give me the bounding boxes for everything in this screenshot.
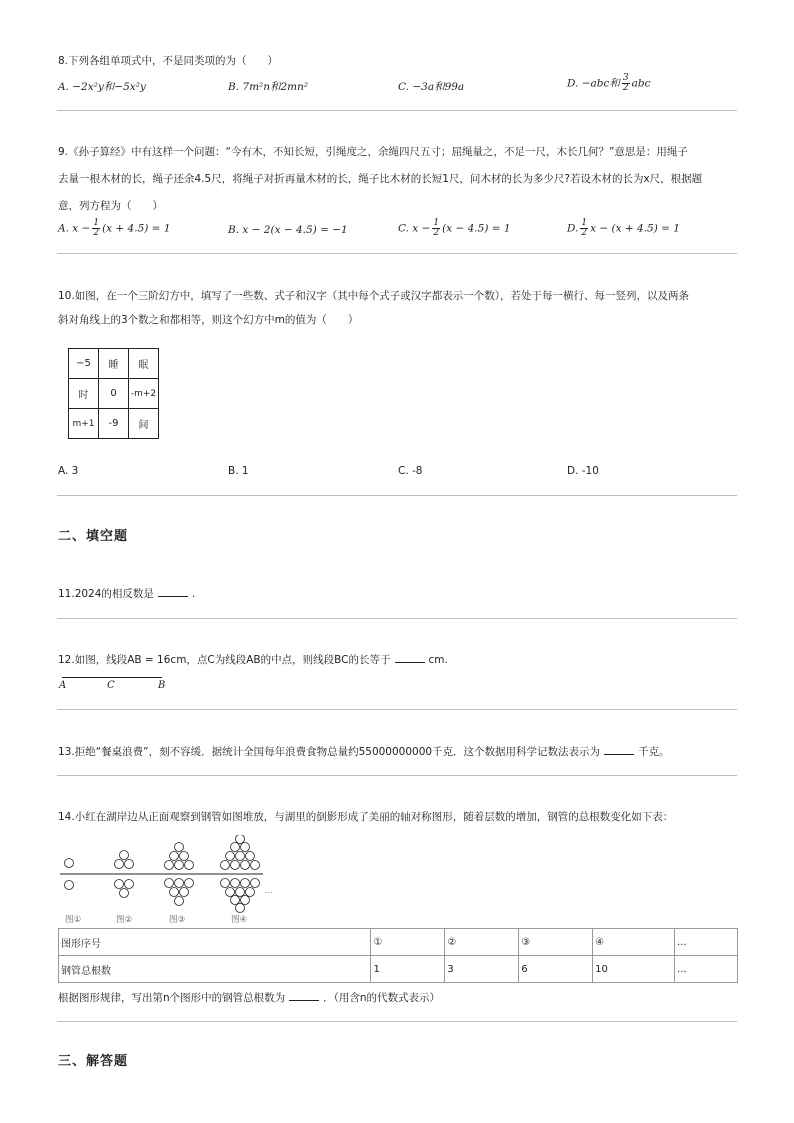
table-cell: 6 (519, 956, 593, 983)
q11-text: 11.2024的相反数是 . (58, 588, 196, 600)
figure-ellipsis: ... (265, 886, 273, 895)
separator (57, 709, 737, 710)
q14-question: 根据图形规律，写出第n个图形中的钢管总根数为 ．（用含n的代数式表示） (58, 992, 441, 1004)
separator (57, 1021, 737, 1022)
q10-option-d: D. -10 (567, 465, 599, 477)
q14-stem: 14.小红在湖岸边从正面观察到钢管如图堆放，与湖里的倒影形成了美丽的轴对称图形，随着层数的增加，钢管的总根数变化如下表： (58, 811, 674, 823)
magic-cell: -m+2 (129, 379, 159, 409)
q9-line-2: 去量一根木材的长，绳子还余4.5尺，将绳子对折再量木材的长，绳子比木材的长短1尺，问木材的长为多少尺?若设木材的长为x尺，根据题 (58, 173, 703, 185)
table-row (59, 929, 738, 956)
table-cell: 3 (445, 956, 519, 983)
table-cell: ④ (593, 929, 675, 956)
q10-option-b: B. 1 (228, 465, 249, 477)
section-heading-solve: 三、解答题 (58, 1054, 129, 1069)
q9-option-c: C. x − $\frac{1}{2}$ (x − 4.5) = 1 (398, 218, 511, 238)
point-a-label: A (59, 680, 67, 691)
q10-option-a: A. 3 (58, 465, 79, 477)
separator (57, 253, 737, 254)
figure-label-2: 图② (116, 915, 133, 925)
point-c-label: C (107, 680, 115, 691)
table-cell: ... (675, 956, 738, 983)
answer-blank (395, 652, 425, 663)
table-cell: 钢管总根数 (59, 956, 371, 983)
table-cell: ① (371, 929, 445, 956)
pipe-count-table (58, 928, 738, 983)
table-cell: 图形序号 (59, 929, 371, 956)
magic-cell: m+1 (69, 409, 99, 439)
table-cell: ... (675, 929, 738, 956)
q8-option-d: D. −abc和 $\frac{3}{2}$ abc (567, 73, 651, 93)
separator (57, 110, 737, 111)
section-heading-fill-blank: 二、填空题 (58, 529, 129, 544)
q10-option-c: C. -8 (398, 465, 423, 477)
answer-blank (158, 586, 188, 597)
table-row (59, 956, 738, 983)
q9-option-b: B. x − 2(x − 4.5) = −1 (228, 224, 348, 236)
magic-cell: 眠 (129, 349, 159, 379)
figure-label-1: 图① (65, 915, 82, 925)
q9-option-d: D. $\frac{1}{2}$ x − (x + 4.5) = 1 (567, 218, 680, 238)
q8-option-a: A. −2x²y和−5x²y (58, 81, 146, 93)
magic-square (68, 348, 159, 439)
q8-option-b: B. 7m²n和2mn² (228, 81, 309, 93)
q12-text: 12.如图，线段AB = 16cm，点C为线段AB的中点，则线段BC的长等于 cm. (58, 654, 448, 666)
magic-cell: −5 (69, 349, 99, 379)
magic-cell: 0 (99, 379, 129, 409)
table-cell: ② (445, 929, 519, 956)
figure-label-4: 图④ (231, 915, 248, 925)
separator (57, 495, 737, 496)
table-cell: 1 (371, 956, 445, 983)
separator (57, 618, 737, 619)
q9-option-a: A. x − $\frac{1}{2}$ (x + 4.5) = 1 (58, 218, 171, 238)
point-b-label: B (158, 680, 166, 691)
q9-line-1: 9.《孙子算经》中有这样一个问题：“今有木，不知长短，引绳度之，余绳四尺五寸；屈绳量之，不足一尺，木长几何？”意思是：用绳子 (58, 146, 688, 158)
q9-d-fraction: $\frac{1}{2}$ (581, 218, 588, 238)
magic-cell: 间 (129, 409, 159, 439)
segment-ab-line (62, 677, 162, 678)
separator (57, 775, 737, 776)
q13-text: 13.拒绝“餐桌浪费”，刻不容缓．据统计全国每年浪费食物总量约55000000000千克．这个数据用科学记数法表示为 千克。 (58, 746, 670, 758)
magic-cell: 睡 (99, 349, 129, 379)
table-cell: ③ (519, 929, 593, 956)
q9-a-fraction: $\frac{1}{2}$ (93, 218, 100, 238)
answer-blank (604, 744, 634, 755)
q9-c-fraction: $\frac{1}{2}$ (433, 218, 440, 238)
q9-line-3: 意，列方程为（ ） (58, 200, 163, 212)
answer-blank (289, 990, 319, 1001)
q10-line-2: 斜对角线上的3个数之和都相等，则这个幻方中m的值为（ ） (58, 314, 359, 326)
q8-stem: 8.下列各组单项式中，不是同类项的为（ ） (58, 55, 279, 67)
q8-option-c: C. −3a和99a (398, 81, 465, 93)
table-cell: 10 (593, 956, 675, 983)
q8-d-fraction: $\frac{3}{2}$ (622, 73, 629, 93)
magic-cell: -9 (99, 409, 129, 439)
magic-cell: 时 (69, 379, 99, 409)
figure-label-3: 图③ (169, 915, 186, 925)
q10-line-1: 10.如图，在一个三阶幻方中，填写了一些数、式子和汉字（其中每个式子或汉字都表示一个数），若处于每一横行、每一竖列，以及两条 (58, 290, 689, 302)
